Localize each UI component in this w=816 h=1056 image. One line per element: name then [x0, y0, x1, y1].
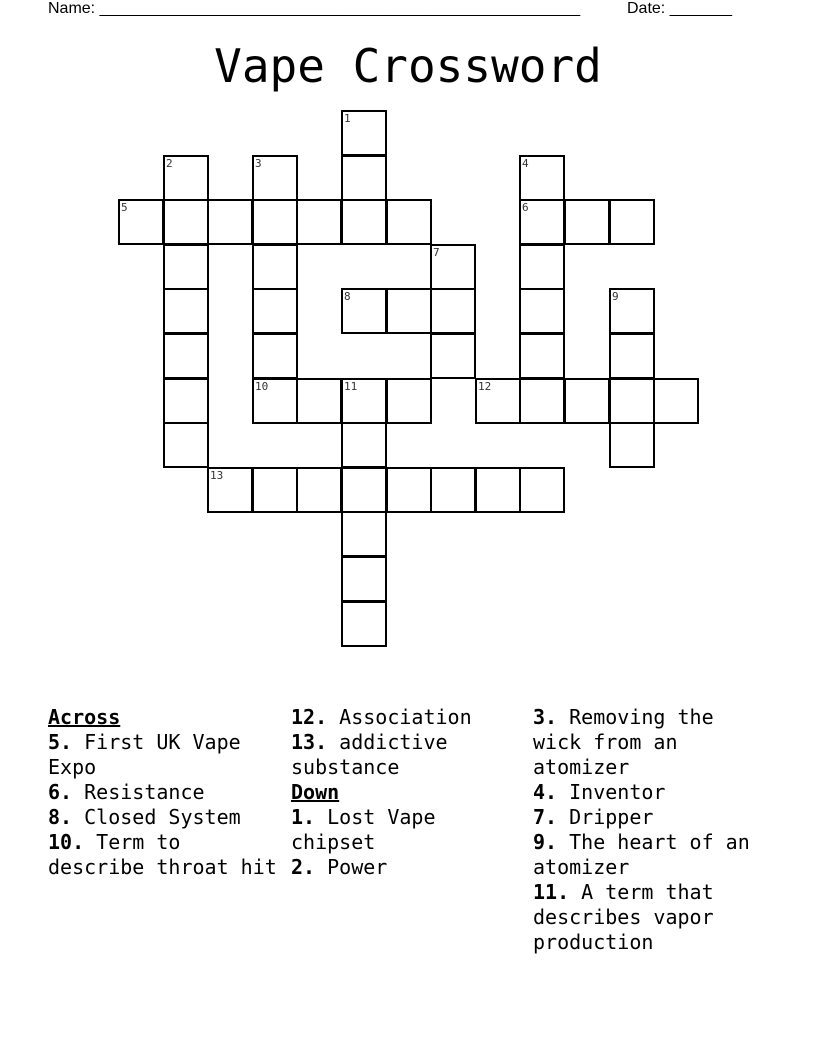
crossword-cell[interactable] — [341, 467, 387, 513]
crossword-cell[interactable] — [386, 288, 432, 334]
crossword-cell[interactable] — [163, 199, 209, 245]
cell-number: 5 — [121, 201, 128, 214]
crossword-cell[interactable] — [118, 199, 164, 245]
clue-down-2: 2. Power — [291, 855, 388, 879]
crossword-cell[interactable] — [252, 378, 298, 424]
clue-column-1 — [48, 705, 284, 880]
clue-across-13: 13. addictive substance — [291, 730, 448, 779]
crossword-cell[interactable] — [386, 378, 432, 424]
crossword-cell[interactable] — [475, 378, 521, 424]
crossword-cell[interactable] — [252, 244, 298, 290]
crossword-cell[interactable] — [519, 155, 565, 201]
down-heading: Down — [291, 780, 340, 804]
crossword-cell[interactable] — [609, 333, 655, 379]
clue-down-3: 3. Removing the wick from an atomizer — [533, 705, 714, 779]
clue-column-2 — [291, 705, 527, 880]
cell-number: 8 — [344, 290, 351, 303]
crossword-cell[interactable] — [163, 333, 209, 379]
crossword-cell[interactable] — [341, 110, 387, 156]
crossword-cell[interactable] — [252, 155, 298, 201]
cell-number: 6 — [522, 201, 529, 214]
crossword-cell[interactable] — [519, 333, 565, 379]
crossword-cell[interactable] — [386, 467, 432, 513]
crossword-cell[interactable] — [609, 422, 655, 468]
crossword-cell[interactable] — [653, 378, 699, 424]
crossword-cell[interactable] — [609, 378, 655, 424]
crossword-cell[interactable] — [430, 467, 476, 513]
clue-across-8: 8. Closed System — [48, 805, 241, 829]
crossword-cell[interactable] — [341, 199, 387, 245]
crossword-cell[interactable] — [163, 155, 209, 201]
clue-down-7: 7. Dripper — [533, 805, 654, 829]
clue-down-11: 11. A term that describes vapor production — [533, 880, 714, 954]
page-title: Vape Crossword — [214, 39, 602, 93]
crossword-cell[interactable] — [341, 288, 387, 334]
crossword-cell[interactable] — [163, 422, 209, 468]
crossword-cell[interactable] — [252, 467, 298, 513]
cell-number: 12 — [478, 380, 492, 393]
cell-number: 11 — [344, 380, 358, 393]
crossword-cell[interactable] — [341, 155, 387, 201]
crossword-cell[interactable] — [564, 199, 610, 245]
cell-number: 4 — [522, 157, 529, 170]
crossword-cell[interactable] — [207, 467, 253, 513]
cell-number: 9 — [612, 290, 619, 303]
crossword-cell[interactable] — [609, 199, 655, 245]
clue-down-1: 1. Lost Vape chipset — [291, 805, 436, 854]
cell-number: 13 — [210, 469, 224, 482]
crossword-cell[interactable] — [163, 288, 209, 334]
crossword-cell[interactable] — [430, 333, 476, 379]
clue-across-5: 5. First UK Vape Expo — [48, 730, 241, 779]
crossword-cell[interactable] — [430, 244, 476, 290]
crossword-cell[interactable] — [163, 378, 209, 424]
crossword-cell[interactable] — [341, 422, 387, 468]
cell-number: 10 — [255, 380, 269, 393]
crossword-cell[interactable] — [430, 288, 476, 334]
clue-down-4: 4. Inventor — [533, 780, 666, 804]
crossword-cell[interactable] — [296, 467, 342, 513]
clue-across-6: 6. Resistance — [48, 780, 205, 804]
crossword-cell[interactable] — [609, 288, 655, 334]
crossword-cell[interactable] — [252, 199, 298, 245]
cell-number: 7 — [433, 246, 440, 259]
crossword-cell[interactable] — [519, 467, 565, 513]
date-field-label: Date: _______ — [627, 0, 732, 17]
clue-column-3 — [533, 705, 773, 955]
crossword-cell[interactable] — [519, 244, 565, 290]
cell-number: 1 — [344, 112, 351, 125]
crossword-cell[interactable] — [519, 288, 565, 334]
clue-down-9: 9. The heart of an atomizer — [533, 830, 750, 879]
crossword-cell[interactable] — [386, 199, 432, 245]
crossword-cell[interactable] — [252, 333, 298, 379]
crossword-cell[interactable] — [564, 378, 610, 424]
crossword-cell[interactable] — [341, 378, 387, 424]
name-field-label: Name: ______________________________________________________ — [48, 0, 581, 17]
crossword-cell[interactable] — [296, 378, 342, 424]
crossword-cell[interactable] — [163, 244, 209, 290]
crossword-cell[interactable] — [519, 378, 565, 424]
crossword-cell[interactable] — [519, 199, 565, 245]
clue-across-10: 10. Term to describe throat hit — [48, 830, 277, 879]
crossword-cell[interactable] — [252, 288, 298, 334]
crossword-cell[interactable] — [341, 511, 387, 557]
across-heading: Across — [48, 705, 121, 729]
clue-across-12: 12. Association — [291, 705, 472, 729]
crossword-cell[interactable] — [296, 199, 342, 245]
crossword-cell[interactable] — [341, 601, 387, 647]
crossword-cell[interactable] — [207, 199, 253, 245]
cell-number: 3 — [255, 157, 262, 170]
cell-number: 2 — [166, 157, 173, 170]
crossword-cell[interactable] — [341, 556, 387, 602]
crossword-cell[interactable] — [475, 467, 521, 513]
